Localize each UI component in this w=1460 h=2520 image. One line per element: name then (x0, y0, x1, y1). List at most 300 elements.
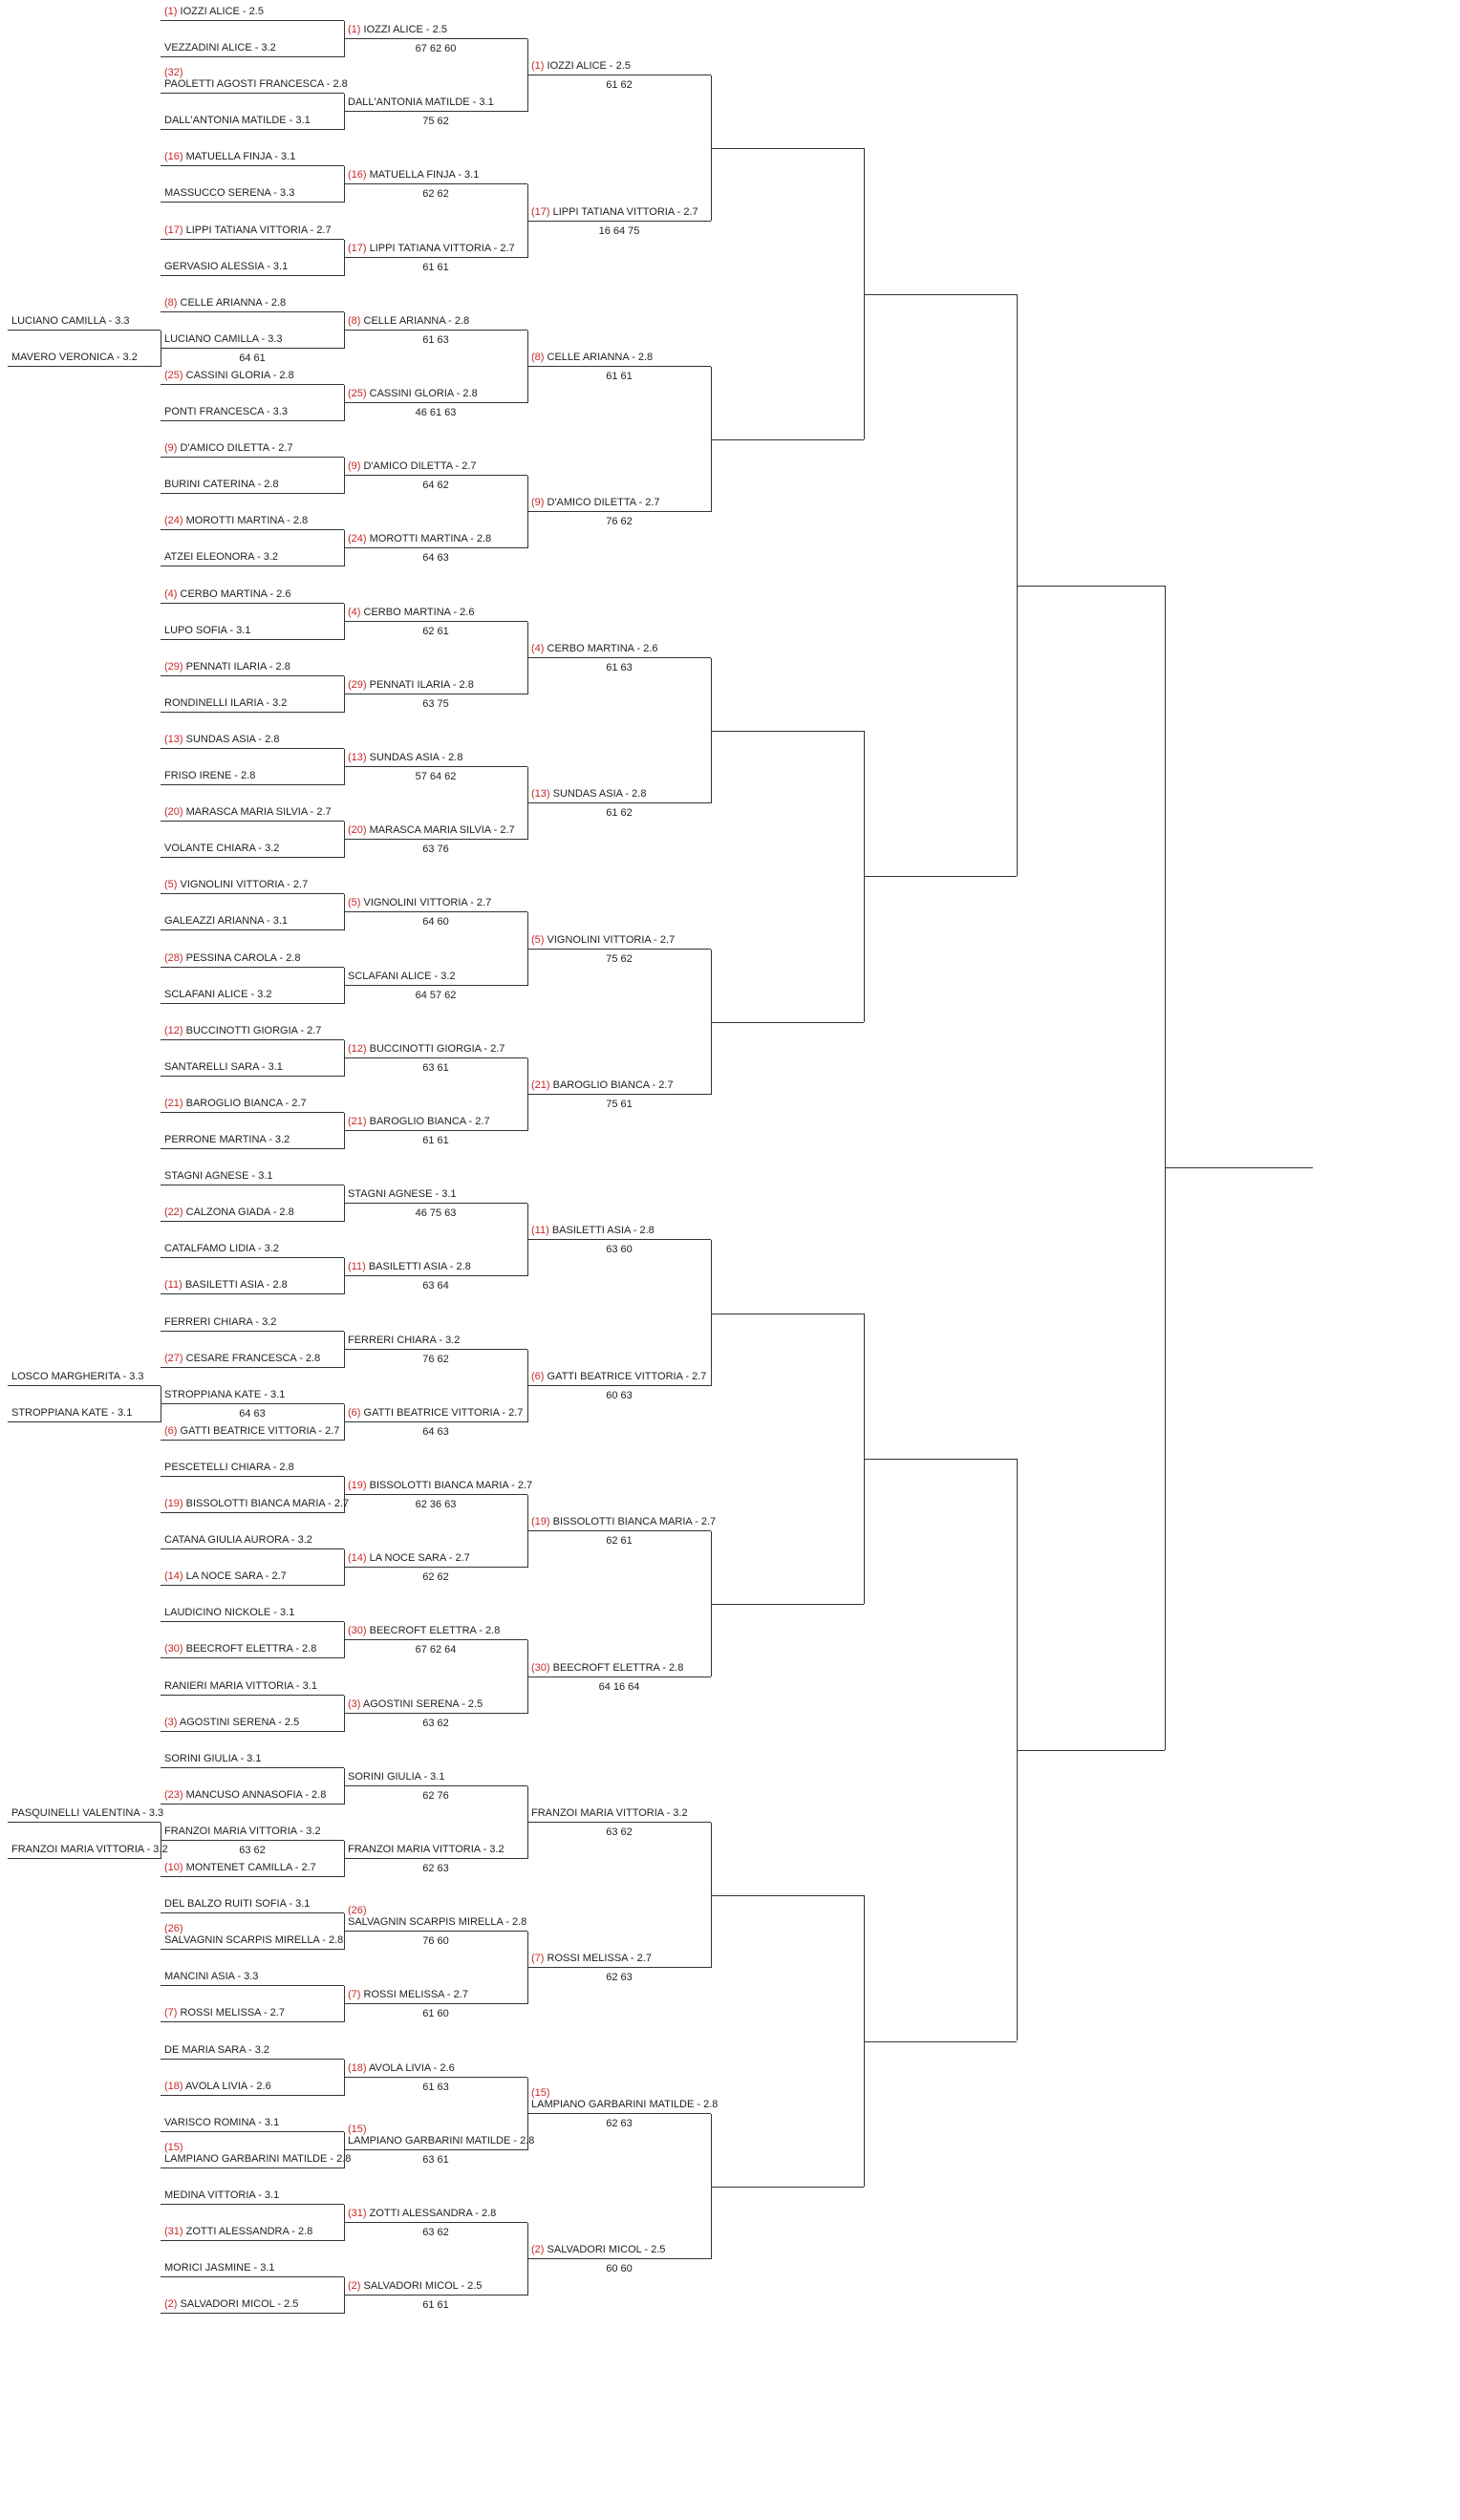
seed-number: (16) (164, 151, 183, 163)
player-name: VIGNOLINI VITTORIA - 2.7 (547, 933, 676, 946)
player-name: BURINI CATERINA - 2.8 (164, 479, 279, 491)
match-score: 75 62 (606, 952, 633, 965)
r1-player-slot[interactable] (161, 571, 344, 604)
qualifier-player-slot[interactable] (8, 1390, 161, 1422)
r1-player-slot[interactable] (161, 1736, 344, 1768)
seed-number: (17) (164, 224, 183, 236)
match-score: 76 62 (422, 1353, 449, 1365)
player-name: AGOSTINI SERENA - 2.5 (362, 1698, 483, 1710)
player-name: SANTARELLI SARA - 3.1 (164, 1060, 283, 1073)
player-name: MATUELLA FINJA - 3.1 (185, 151, 296, 163)
player-name: MANCUSO ANNASOFIA - 2.8 (185, 1788, 327, 1801)
r2-player-slot[interactable] (344, 298, 527, 346)
seed-number: (2) (164, 2298, 178, 2311)
seed-number: (4) (164, 587, 178, 600)
r3-player-slot[interactable] (527, 1499, 717, 1548)
seed-number: (1) (348, 24, 361, 35)
match-score: 75 62 (422, 116, 449, 128)
r1-player-slot[interactable] (161, 1117, 344, 1149)
player-name: GATTI BEATRICE VITTORIA - 2.7 (547, 1370, 707, 1382)
player-name: LAMPIANO GARBARINI MATILDE - 2.8 (164, 2152, 352, 2165)
seed-number: (26) (164, 1923, 183, 1935)
player-name: MARASCA MARIA SILVIA - 2.7 (369, 824, 515, 837)
player-name: MOROTTI MARTINA - 2.8 (185, 515, 309, 527)
r2-player-slot[interactable] (344, 880, 527, 929)
seed-number: (11) (164, 1279, 182, 1292)
match-score: 62 76 (422, 1789, 449, 1802)
player-name: CERBO MARTINA - 2.6 (180, 587, 291, 600)
seed-number: (30) (348, 1625, 367, 1637)
bracket-connector (711, 148, 864, 149)
r3-player-slot[interactable] (527, 1354, 711, 1401)
qualifier-player-slot[interactable] (8, 1354, 161, 1386)
r2-player-slot[interactable] (344, 2045, 527, 2093)
r1-player-slot[interactable] (161, 1663, 344, 1696)
match-score: 64 63 (422, 552, 449, 565)
r3-player-slot[interactable] (527, 1790, 711, 1838)
player-name: CASSINI GLORIA - 2.8 (185, 370, 294, 381)
player-name: VEZZADINI ALICE - 3.2 (164, 42, 276, 53)
r1-player-slot[interactable] (161, 608, 344, 640)
match-score: 63 60 (606, 1244, 633, 1256)
r1-player-slot[interactable] (161, 1917, 344, 1950)
r3-player-slot[interactable] (527, 2227, 711, 2275)
r1-player-slot[interactable] (161, 1990, 344, 2022)
player-name: SUNDAS ASIA - 2.8 (552, 788, 647, 801)
r1-player-slot[interactable] (161, 280, 344, 312)
match-score: 63 62 (422, 2227, 449, 2238)
seed-number: (30) (531, 1661, 550, 1674)
r1-player-slot[interactable] (161, 0, 344, 21)
match-score: 64 62 (422, 480, 449, 492)
match-score: 64 63 (422, 1425, 449, 1438)
match-score: 63 75 (422, 697, 449, 710)
seed-number: (6) (531, 1370, 545, 1382)
player-name: SCLAFANI ALICE - 3.2 (164, 988, 272, 1000)
seed-number: (21) (531, 1078, 550, 1091)
seed-number: (21) (348, 1116, 367, 1127)
match-score: 62 36 63 (415, 1499, 457, 1510)
match-score: 64 57 62 (415, 989, 457, 1001)
r1-player-slot[interactable] (161, 2209, 344, 2241)
seed-number: (27) (164, 1352, 183, 1364)
r1-player-slot[interactable] (161, 1553, 344, 1586)
r1-player-slot[interactable] (161, 898, 344, 930)
player-name: SALVAGNIN SCARPIS MIRELLA - 2.8 (164, 1934, 344, 1947)
r2-player-slot[interactable] (344, 371, 527, 418)
match-score: 62 61 (422, 625, 449, 637)
r2-player-slot[interactable] (344, 2118, 535, 2166)
qualifier-player-slot[interactable] (8, 334, 161, 367)
player-name: MANCINI ASIA - 3.3 (164, 1971, 259, 1983)
r3-player-slot[interactable] (527, 2082, 719, 2129)
r1-player-slot[interactable] (161, 1335, 344, 1368)
bracket-connector (1165, 1167, 1313, 1168)
player-name: LUCIANO CAMILLA - 3.3 (164, 332, 283, 345)
seed-number: (17) (531, 205, 550, 218)
player-name: D'AMICO DILETTA - 2.7 (180, 442, 293, 455)
match-score: 61 60 (422, 2008, 449, 2020)
r2-player-slot[interactable] (344, 1535, 527, 1584)
bracket-connector (864, 2041, 1017, 2042)
seed-number: (5) (348, 897, 361, 909)
player-name: CALZONA GIADA - 2.8 (185, 1207, 294, 1219)
player-name: FRANZOI MARIA VITTORIA - 3.2 (11, 1844, 168, 1855)
player-name: STAGNI AGNESE - 3.1 (164, 1170, 273, 1183)
r1-player-slot[interactable] (161, 644, 344, 676)
r1-player-slot[interactable] (161, 825, 344, 858)
r1-player-slot[interactable] (161, 1153, 344, 1185)
player-name: ZOTTI ALESSANDRA - 2.8 (185, 2226, 313, 2237)
r2-player-slot[interactable] (344, 1244, 527, 1292)
r1-player-slot[interactable] (161, 170, 344, 203)
player-name: IOZZI ALICE - 2.5 (180, 6, 264, 17)
player-name: PAOLETTI AGOSTI FRANCESCA - 2.8 (164, 78, 348, 91)
player-name: VIGNOLINI VITTORIA - 2.7 (363, 897, 492, 909)
r2-player-slot[interactable] (344, 1099, 527, 1146)
r3-player-slot[interactable] (527, 334, 711, 382)
seed-number: (16) (348, 169, 367, 182)
player-name: MOROTTI MARTINA - 2.8 (369, 533, 492, 545)
match-score: 64 60 (422, 916, 449, 929)
r3-player-slot[interactable] (527, 480, 711, 528)
player-name: BEECROFT ELETTRA - 2.8 (552, 1661, 684, 1674)
r1-player-slot[interactable] (161, 1881, 344, 1913)
r1-player-slot[interactable] (161, 352, 344, 385)
r1-player-slot[interactable] (161, 1008, 344, 1040)
r3-player-slot[interactable] (527, 1645, 711, 1693)
seed-number: (8) (164, 296, 178, 309)
match-score: 61 62 (606, 807, 633, 820)
seed-number: (12) (164, 1024, 183, 1036)
player-name: CELLE ARIANNA - 2.8 (180, 296, 287, 309)
player-name: CATALFAMO LIDIA - 3.2 (164, 1243, 280, 1255)
bracket-connector (711, 1313, 864, 1314)
seed-number: (24) (164, 515, 183, 527)
player-name: SALVADORI MICOL - 2.5 (363, 2280, 483, 2293)
player-name: CERBO MARTINA - 2.6 (547, 642, 658, 654)
seed-number: (19) (164, 1498, 183, 1509)
qualifier-player-slot[interactable] (8, 298, 161, 331)
bracket-connector (864, 294, 1017, 295)
r1-player-slot[interactable] (161, 1772, 344, 1805)
match-score: 62 62 (422, 188, 449, 201)
r1-player-slot[interactable] (161, 753, 344, 785)
match-score: 63 62 (606, 1826, 633, 1838)
seed-number: (7) (164, 2007, 178, 2019)
match-score: 61 63 (606, 661, 633, 673)
r1-player-slot[interactable] (161, 1044, 344, 1077)
player-name: CERBO MARTINA - 2.6 (363, 606, 475, 618)
bracket-connector (711, 2187, 864, 2188)
seed-number: (30) (164, 1643, 183, 1655)
r2-player-slot[interactable] (344, 1608, 527, 1656)
bracket-connector (711, 1895, 864, 1896)
r2-player-slot[interactable] (344, 2263, 527, 2312)
match-score: 46 61 63 (415, 407, 457, 418)
bracket-connector (711, 1604, 864, 1605)
player-name: MEDINA VITTORIA - 3.1 (164, 2189, 280, 2201)
player-name: FRANZOI MARIA VITTORIA - 3.2 (164, 1826, 321, 1837)
r1-player-slot[interactable] (161, 2172, 344, 2205)
player-name: GERVASIO ALESSIA - 3.1 (164, 260, 289, 272)
r1-player-slot[interactable] (161, 1226, 344, 1258)
bracket-connector (711, 1022, 864, 1023)
player-name: DEL BALZO RUITI SOFIA - 3.1 (164, 1898, 311, 1911)
r2-player-slot[interactable] (344, 7, 527, 54)
player-name: PENNATI ILARIA - 2.8 (185, 660, 290, 673)
player-name: SORINI GIULIA - 3.1 (164, 1752, 262, 1764)
player-name: ROSSI MELISSA - 2.7 (180, 2007, 285, 2019)
r2-player-slot[interactable] (344, 443, 527, 492)
r2-player-slot[interactable] (344, 152, 527, 201)
r1-player-slot[interactable] (161, 25, 344, 57)
player-name: PESSINA CAROLA - 2.8 (185, 951, 301, 964)
r1-player-slot[interactable] (161, 498, 344, 530)
player-name: CELLE ARIANNA - 2.8 (547, 351, 654, 363)
r2-player-slot[interactable] (344, 1754, 527, 1802)
r2-player-slot[interactable] (344, 1681, 527, 1729)
r1-player-slot[interactable] (161, 1408, 344, 1441)
r2-player-slot[interactable] (344, 1972, 527, 2020)
player-name: SALVADORI MICOL - 2.5 (547, 2244, 666, 2256)
match-score: 61 63 (422, 2081, 449, 2093)
seed-number: (19) (348, 1480, 367, 1491)
match-score: 61 61 (422, 2299, 449, 2312)
player-name: LAMPIANO GARBARINI MATILDE - 2.8 (531, 2098, 719, 2110)
player-name: ATZEI ELEONORA - 3.2 (164, 551, 278, 564)
r1-player-slot[interactable] (161, 461, 344, 494)
r1-player-slot[interactable] (161, 61, 348, 94)
r1-player-slot[interactable] (161, 1262, 344, 1294)
player-name: LUPO SOFIA - 3.1 (164, 624, 251, 636)
player-name: FRANZOI MARIA VITTORIA - 3.2 (348, 1844, 505, 1855)
player-name: MATUELLA FINJA - 3.1 (369, 169, 480, 182)
r3-player-slot[interactable] (527, 43, 711, 92)
r1-player-slot[interactable] (161, 1517, 344, 1549)
r1-player-slot[interactable] (161, 935, 344, 968)
player-name: D'AMICO DILETTA - 2.7 (363, 460, 477, 473)
seed-number: (19) (531, 1516, 550, 1528)
r1-player-slot[interactable] (161, 1590, 344, 1622)
match-score: 61 62 (606, 79, 633, 92)
r2-player-slot[interactable] (344, 807, 527, 856)
player-name: BAROGLIO BIANCA - 2.7 (185, 1098, 307, 1109)
seed-number: (4) (348, 606, 361, 618)
match-score: 61 61 (606, 370, 633, 382)
player-name: DALL'ANTONIA MATILDE - 3.1 (348, 96, 494, 109)
match-score: 62 63 (606, 2117, 633, 2129)
r1-player-slot[interactable] (161, 425, 344, 458)
r1-player-slot[interactable] (161, 1080, 344, 1113)
player-name: PONTI FRANCESCA - 3.3 (164, 406, 288, 417)
seed-number: (20) (164, 806, 183, 819)
r1-player-slot[interactable] (161, 2100, 344, 2132)
seed-number: (18) (164, 2080, 183, 2092)
r1-player-slot[interactable] (161, 862, 344, 894)
player-name: BUCCINOTTI GIORGIA - 2.7 (185, 1024, 322, 1036)
r3-player-slot[interactable] (527, 626, 711, 673)
r1-player-slot[interactable] (161, 244, 344, 276)
r1-player-slot[interactable] (161, 1845, 344, 1877)
player-name: LIPPI TATIANA VITTORIA - 2.7 (369, 242, 515, 254)
r1-player-slot[interactable] (161, 1481, 350, 1513)
seed-number: (18) (348, 2061, 367, 2074)
player-name: RONDINELLI ILARIA - 3.2 (164, 696, 288, 709)
r2-player-slot[interactable] (344, 1317, 527, 1365)
player-name: BISSOLOTTI BIANCA MARIA - 2.7 (185, 1498, 350, 1509)
qualifier-player-slot[interactable] (8, 1790, 164, 1823)
seed-number: (1) (164, 6, 178, 17)
r2-player-slot[interactable] (344, 735, 527, 782)
r2-player-slot[interactable] (344, 1026, 527, 1074)
player-name: CELLE ARIANNA - 2.8 (363, 314, 470, 327)
r3-player-slot[interactable] (527, 917, 711, 965)
r1-player-slot[interactable] (161, 716, 344, 749)
match-score: 67 62 64 (415, 1644, 457, 1656)
r1-player-slot[interactable] (161, 1372, 344, 1420)
r1-player-slot[interactable] (161, 789, 344, 822)
seed-number: (13) (164, 734, 183, 745)
player-name: LAMPIANO GARBARINI MATILDE - 2.8 (348, 2134, 535, 2146)
match-score: 63 62 (239, 1845, 266, 1856)
player-name: SALVADORI MICOL - 2.5 (180, 2298, 299, 2311)
r1-player-slot[interactable] (161, 389, 344, 421)
player-name: BASILETTI ASIA - 2.8 (551, 1225, 655, 1237)
player-name: FERRERI CHIARA - 3.2 (348, 1334, 461, 1346)
player-name: DALL'ANTONIA MATILDE - 3.1 (164, 115, 311, 127)
seed-number: (2) (348, 2280, 361, 2293)
player-name: BASILETTI ASIA - 2.8 (184, 1279, 288, 1292)
seed-number: (13) (531, 788, 550, 801)
r2-player-slot[interactable] (344, 79, 527, 128)
r1-player-slot[interactable] (161, 2136, 352, 2168)
r2-player-slot[interactable] (344, 1826, 527, 1874)
player-name: AVOLA LIVIA - 2.6 (369, 2061, 455, 2074)
seed-number: (9) (164, 442, 178, 455)
seed-number: (14) (348, 1552, 367, 1565)
r2-player-slot[interactable] (344, 1171, 527, 1220)
player-name: GALEAZZI ARIANNA - 3.1 (164, 915, 288, 928)
r3-player-slot[interactable] (527, 1062, 711, 1110)
qualifier-player-slot[interactable] (8, 1826, 168, 1859)
r1-player-slot[interactable] (161, 2245, 344, 2277)
match-score: 63 64 (422, 1280, 449, 1292)
r1-player-slot[interactable] (161, 680, 344, 713)
r1-player-slot[interactable] (161, 1189, 344, 1222)
r3-player-slot[interactable] (527, 771, 711, 820)
r1-player-slot[interactable] (161, 134, 344, 166)
match-score: 63 61 (422, 1061, 449, 1074)
seed-number: (25) (348, 388, 367, 399)
seed-number: (10) (164, 1862, 183, 1873)
player-name: IOZZI ALICE - 2.5 (363, 24, 447, 35)
player-name: LA NOCE SARA - 2.7 (369, 1552, 470, 1565)
seed-number: (15) (164, 2141, 183, 2153)
match-score: 62 62 (422, 1571, 449, 1584)
player-name: MARASCA MARIA SILVIA - 2.7 (185, 806, 332, 819)
player-name: VARISCO ROMINA - 3.1 (164, 2116, 280, 2128)
player-name: ROSSI MELISSA - 2.7 (363, 1989, 468, 2001)
r1-player-slot[interactable] (161, 1444, 344, 1477)
player-name: LOSCO MARGHERITA - 3.3 (11, 1370, 144, 1382)
player-name: CATANA GIULIA AURORA - 3.2 (164, 1534, 312, 1547)
r3-player-slot[interactable] (527, 1935, 711, 1984)
seed-number: (6) (164, 1424, 178, 1437)
r2-player-slot[interactable] (344, 516, 527, 565)
seed-number: (26) (348, 1905, 367, 1917)
r2-player-slot[interactable] (344, 1390, 527, 1438)
player-name: BEECROFT ELETTRA - 2.8 (185, 1643, 317, 1655)
match-score: 64 61 (239, 352, 266, 364)
r3-player-slot[interactable] (527, 1207, 711, 1256)
seed-number: (23) (164, 1788, 183, 1801)
r2-player-slot[interactable] (344, 589, 527, 637)
player-name: GATTI BEATRICE VITTORIA - 2.7 (363, 1406, 524, 1419)
match-score: 64 16 64 (598, 1680, 640, 1693)
r2-player-slot[interactable] (344, 1899, 527, 1948)
player-name: SUNDAS ASIA - 2.8 (369, 752, 463, 763)
seed-number: (22) (164, 1207, 183, 1219)
r1-player-slot[interactable] (161, 2281, 344, 2314)
match-score: 61 61 (422, 261, 449, 273)
player-name: MASSUCCO SERENA - 3.3 (164, 187, 295, 200)
r1-player-slot[interactable] (161, 1954, 344, 1986)
player-name: PASQUINELLI VALENTINA - 3.3 (11, 1807, 164, 1819)
r1-player-slot[interactable] (161, 972, 344, 1004)
player-name: D'AMICO DILETTA - 2.7 (547, 497, 660, 509)
seed-number: (31) (348, 2208, 367, 2219)
r2-player-slot[interactable] (344, 662, 527, 710)
r1-player-slot[interactable] (161, 1626, 344, 1658)
seed-number: (9) (531, 497, 545, 509)
seed-number: (28) (164, 951, 183, 964)
player-name: SCLAFANI ALICE - 3.2 (348, 970, 456, 982)
seed-number: (6) (348, 1406, 361, 1419)
r1-player-slot[interactable] (161, 2027, 344, 2060)
r2-player-slot[interactable] (344, 953, 527, 1001)
match-score: 63 62 (422, 1717, 449, 1729)
r1-player-slot[interactable] (161, 2063, 344, 2096)
seed-number: (15) (348, 2123, 367, 2135)
player-name: FRANZOI MARIA VITTORIA - 3.2 (531, 1806, 688, 1819)
r2-player-slot[interactable] (344, 2190, 527, 2238)
r1-player-slot[interactable] (161, 207, 344, 240)
match-score: 62 63 (422, 1863, 449, 1874)
r1-player-slot[interactable] (161, 1299, 344, 1332)
match-score: 76 62 (606, 516, 633, 528)
player-name: CASSINI GLORIA - 2.8 (369, 388, 478, 399)
r2-player-slot[interactable] (344, 1463, 533, 1510)
seed-number: (24) (348, 533, 367, 545)
r1-player-slot[interactable] (161, 316, 344, 364)
match-score: 60 63 (606, 1389, 633, 1401)
seed-number: (5) (164, 879, 178, 891)
player-name: BASILETTI ASIA - 2.8 (368, 1261, 471, 1273)
r1-player-slot[interactable] (161, 534, 344, 566)
r1-player-slot[interactable] (161, 1808, 344, 1856)
r1-player-slot[interactable] (161, 1699, 344, 1732)
player-name: VIGNOLINI VITTORIA - 2.7 (180, 879, 309, 891)
seed-number: (1) (531, 60, 545, 73)
player-name: STAGNI AGNESE - 3.1 (348, 1188, 457, 1201)
r2-player-slot[interactable] (344, 225, 527, 273)
match-score: 62 61 (606, 1535, 633, 1548)
player-name: DE MARIA SARA - 3.2 (164, 2043, 270, 2056)
player-name: BISSOLOTTI BIANCA MARIA - 2.7 (552, 1516, 717, 1528)
r1-player-slot[interactable] (161, 97, 344, 130)
r3-player-slot[interactable] (527, 189, 711, 237)
